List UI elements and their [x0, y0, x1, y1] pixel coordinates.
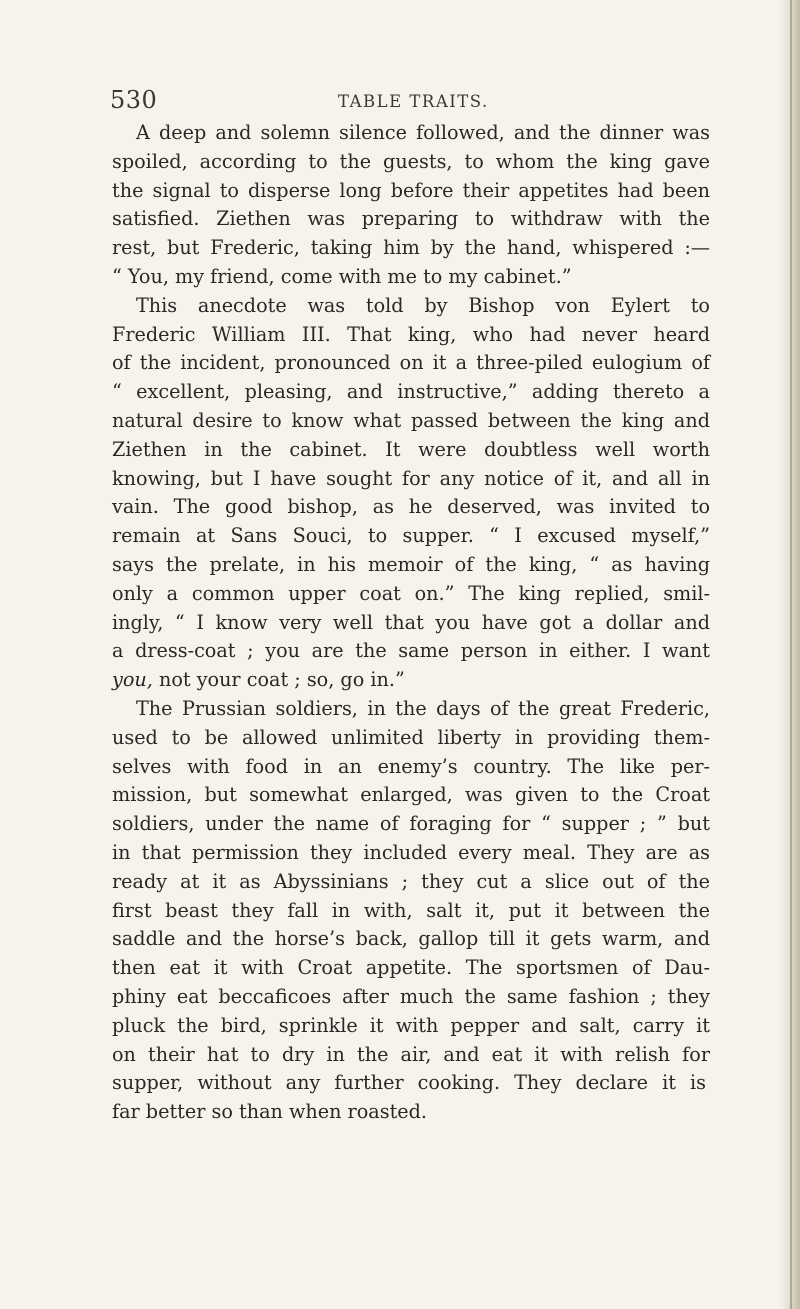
- text-line: Ziethen in the cabinet. It were doubtless well worth: [112, 437, 710, 461]
- running-title: TABLE TRAITS.: [338, 92, 489, 111]
- text-line: only a common upper coat on.” The king replied, smil-: [112, 581, 710, 605]
- page-edge-line: [790, 0, 792, 1309]
- text-line-italic: [112, 666, 710, 695]
- italic-word: you,: [112, 668, 153, 692]
- text-line: first beast they fall in with, salt it, put it between the: [112, 898, 710, 922]
- text-line: pluck the bird, sprinkle it with pepper and salt, carry it: [112, 1013, 710, 1037]
- text-line: The Prussian soldiers, in the days of the great Frederic,: [136, 696, 710, 720]
- text-line: mission, but somewhat enlarged, was given to the Croat: [112, 783, 710, 807]
- page-edge-shadow: [778, 0, 800, 1309]
- text-line: natural desire to know what passed between the king and: [112, 408, 710, 432]
- text-line: far better so than when roasted.: [112, 1100, 428, 1124]
- text-line: then eat it with Croat appetite. The sportsmen of Dau-: [112, 956, 710, 980]
- text-line: supper, without any further cooking. They declare it is: [112, 1071, 706, 1095]
- text-line: in that permission they included every meal. They are as: [112, 840, 710, 864]
- text-line: “ You, my friend, come with me to my cabinet.”: [112, 264, 572, 288]
- text-line: the signal to disperse long before their appetites had been: [112, 178, 710, 202]
- text-line: This anecdote was told by Bishop von Eylert to: [136, 293, 710, 317]
- text-line: phiny eat beccaficoes after much the same fashion ; they: [112, 984, 710, 1008]
- text-line: A deep and solemn silence followed, and the dinner was: [136, 121, 710, 144]
- text-line: remain at Sans Souci, to supper. “ I excused myself,”: [112, 524, 710, 548]
- text-line: on their hat to dry in the air, and eat it with relish for: [112, 1042, 710, 1066]
- text-line: knowing, but I have sought for any notice of it, and all in: [112, 466, 710, 490]
- text-line: soldiers, under the name of foraging for “ supper ; ” but: [112, 812, 710, 836]
- page-header: [0, 86, 800, 116]
- page-number: 530: [110, 86, 158, 114]
- text-line: satisfied. Ziethen was preparing to withdraw with the: [112, 207, 710, 231]
- text-line: vain. The good bishop, as he deserved, was invited to: [112, 495, 710, 519]
- text-line: ingly, “ I know very well that you have got a dollar and: [112, 610, 710, 634]
- text-line: “ excellent, pleasing, and instructive,” adding thereto a: [112, 380, 710, 404]
- text-line: Frederic William III. That king, who had never heard: [112, 322, 710, 346]
- text-line: selves with food in an enemy’s country. The like per-: [112, 754, 710, 778]
- text-line: used to be allowed unlimited liberty in providing them-: [112, 725, 710, 749]
- text-line: spoiled, according to the guests, to whom the king gave: [112, 149, 710, 173]
- body-text: [112, 119, 710, 1127]
- text-line: a dress-coat ; you are the same person in either. I want: [112, 639, 710, 663]
- text-line: rest, but Frederic, taking him by the hand, whispered :—: [112, 236, 710, 260]
- text-line: ready at it as Abyssinians ; they cut a slice out of the: [112, 869, 710, 893]
- text-line: of the incident, pronounced on it a three-piled eulogium of: [112, 351, 710, 375]
- text-line-rest: not your coat ; so, go in.”: [158, 668, 405, 692]
- text-line: says the prelate, in his memoir of the king, “ as having: [112, 552, 710, 576]
- text-line: saddle and the horse’s back, gallop till it gets warm, and: [112, 927, 710, 951]
